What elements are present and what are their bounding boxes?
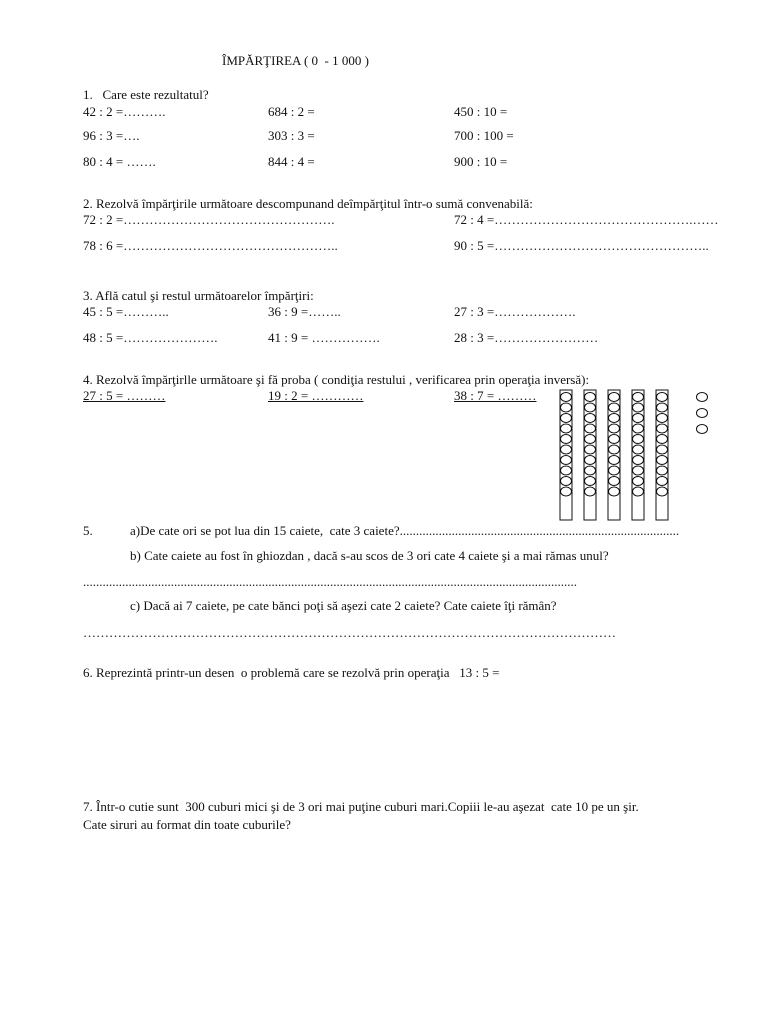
- abacus-bead: [561, 414, 572, 423]
- ex1-item: 450 : 10 =: [454, 104, 508, 119]
- abacus-bead: [657, 435, 668, 444]
- abacus-illustration: [558, 389, 728, 521]
- ex3-item: 45 : 5 =………..: [83, 304, 169, 319]
- abacus-bead: [633, 477, 644, 486]
- abacus-bead: [585, 487, 596, 496]
- ex4-item: 38 : 7 = ………: [454, 388, 537, 403]
- ex3-item: 36 : 9 =……..: [268, 304, 341, 319]
- ex7-line-1: 7. Într-o cutie sunt 300 cuburi mici şi de 3 ori mai puţine cuburi mari.Copiii le-au aşezat cate 10 pe un şir.: [83, 799, 639, 814]
- abacus-bead: [609, 414, 620, 423]
- ex3-item: 28 : 3 =……………………: [454, 330, 599, 345]
- abacus-bead: [657, 466, 668, 475]
- abacus-bead: [561, 403, 572, 412]
- ex4-heading: 4. Rezolvă împărţirlle următoare şi fă proba ( condiţia restului , verificarea prin operaţia inversă):: [83, 372, 590, 387]
- ex1-item: 42 : 2 =……….: [83, 104, 166, 119]
- abacus-bead: [633, 487, 644, 496]
- loose-bead: [697, 425, 708, 434]
- ex5-question-c: c) Dacă ai 7 caiete, pe cate bănci poţi să aşezi cate 2 caiete? Cate caiete îţi rămân?: [130, 598, 557, 613]
- abacus-bead: [585, 424, 596, 433]
- abacus-bead: [657, 403, 668, 412]
- abacus-bead: [657, 477, 668, 486]
- abacus-bead: [633, 393, 644, 402]
- abacus-bead: [585, 477, 596, 486]
- abacus-bead: [633, 435, 644, 444]
- ex5-question-b: b) Cate caiete au fost în ghiozdan , dacă s-au scos de 3 ori cate 4 caiete şi a mai rămas unul?: [130, 548, 609, 563]
- ex2-heading: 2. Rezolvă împărţirile următoare descompunand deîmpărţitul într-o sumă convenabilă:: [83, 196, 533, 211]
- abacus-bead: [633, 445, 644, 454]
- abacus-bead: [585, 403, 596, 412]
- abacus-bead: [657, 445, 668, 454]
- ex1-item: 684 : 2 =: [268, 104, 315, 119]
- loose-bead: [697, 409, 708, 418]
- abacus-bead: [585, 414, 596, 423]
- abacus-bead: [633, 466, 644, 475]
- abacus-bead: [633, 456, 644, 465]
- abacus-bead: [609, 435, 620, 444]
- ex2-item: 72 : 4 =……………………………………….……: [454, 212, 719, 227]
- ex7-line-2: Cate siruri au format din toate cuburile?: [83, 817, 291, 832]
- abacus-bead: [609, 403, 620, 412]
- abacus-bead: [657, 456, 668, 465]
- page-title: ÎMPĂRŢIREA ( 0 - 1 000 ): [222, 53, 369, 68]
- abacus-bead: [585, 445, 596, 454]
- abacus-bead: [657, 393, 668, 402]
- ex4-item: 19 : 2 = …………: [268, 388, 364, 403]
- ex5-question-a: a)De cate ori se pot lua din 15 caiete, cate 3 caiete?......................................................................................: [130, 523, 680, 538]
- loose-bead: [697, 393, 708, 402]
- abacus-bead: [561, 445, 572, 454]
- ex1-item: 80 : 4 = …….: [83, 154, 156, 169]
- abacus-bead: [657, 487, 668, 496]
- abacus-bead: [585, 435, 596, 444]
- ex1-item: 900 : 10 =: [454, 154, 508, 169]
- ex4-item: 27 : 5 = ………: [83, 388, 166, 403]
- abacus-bead: [609, 466, 620, 475]
- abacus-bead: [609, 445, 620, 454]
- ex3-item: 27 : 3 =……………….: [454, 304, 576, 319]
- abacus-bead: [633, 403, 644, 412]
- ex3-item: 48 : 5 =………………….: [83, 330, 218, 345]
- abacus-bead: [585, 456, 596, 465]
- ex5-answer-line-b: ........................................................................................................................................................: [83, 574, 577, 589]
- abacus-bead: [585, 393, 596, 402]
- abacus-bead: [609, 456, 620, 465]
- abacus-bead: [561, 477, 572, 486]
- abacus-bead: [657, 424, 668, 433]
- abacus-bead: [561, 456, 572, 465]
- abacus-bead: [609, 487, 620, 496]
- ex3-heading: 3. Află catul şi restul următoarelor împărţiri:: [83, 288, 314, 303]
- abacus-bead: [561, 424, 572, 433]
- ex1-item: 844 : 4 =: [268, 154, 315, 169]
- ex1-heading: 1. Care este rezultatul?: [83, 87, 209, 102]
- ex5-answer-line-c: ……………………………………………………………………………………………………………: [83, 625, 616, 640]
- ex1-item: 96 : 3 =….: [83, 128, 140, 143]
- ex2-item: 78 : 6 =…………………………………………..: [83, 238, 338, 253]
- ex2-item: 90 : 5 =…………………………………………..: [454, 238, 709, 253]
- abacus-bead: [609, 393, 620, 402]
- ex3-item: 41 : 9 = …………….: [268, 330, 380, 345]
- abacus-bead: [633, 424, 644, 433]
- abacus-bead: [561, 466, 572, 475]
- abacus-bead: [657, 414, 668, 423]
- abacus-bead: [561, 487, 572, 496]
- ex1-item: 700 : 100 =: [454, 128, 514, 143]
- abacus-bead: [609, 477, 620, 486]
- abacus-bead: [561, 393, 572, 402]
- abacus-bead: [585, 466, 596, 475]
- abacus-bead: [609, 424, 620, 433]
- abacus-bead: [633, 414, 644, 423]
- abacus-bead: [561, 435, 572, 444]
- ex6-heading: 6. Reprezintă printr-un desen o problemă care se rezolvă prin operaţia 13 : 5 =: [83, 665, 500, 680]
- ex1-item: 303 : 3 =: [268, 128, 315, 143]
- ex2-item: 72 : 2 =………………………………………….: [83, 212, 335, 227]
- ex5-number: 5.: [83, 523, 93, 538]
